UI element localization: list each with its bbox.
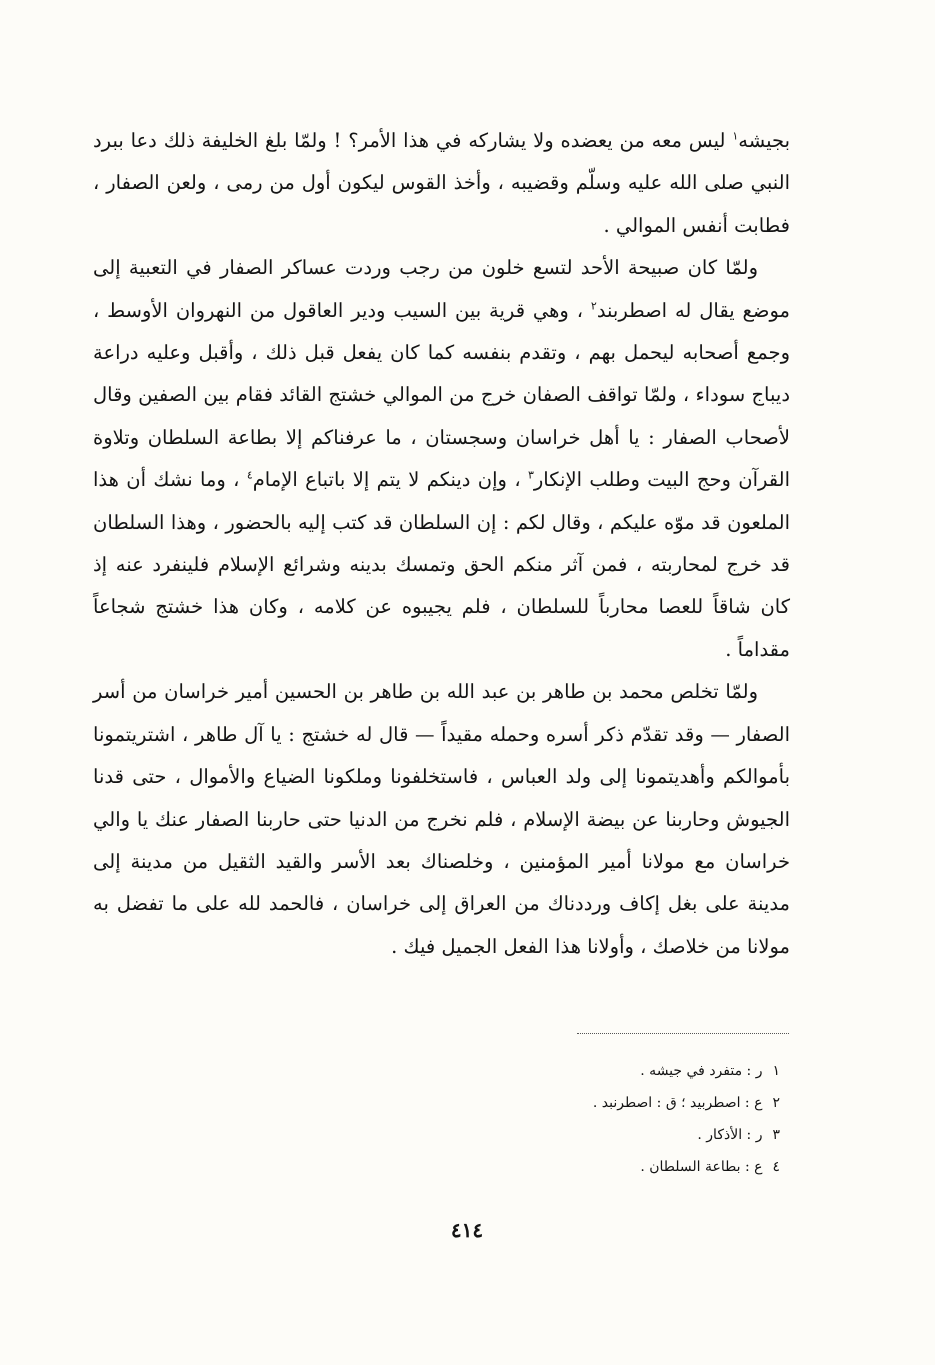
footnote-number: ٤	[772, 1159, 780, 1175]
footnote	[450, 1087, 780, 1119]
footnote-text: ع : اصطربيد ؛ ق : اصطرنبد .	[592, 1095, 763, 1111]
footnote-text: ر : الأذكار .	[697, 1127, 763, 1143]
text-run: ولمّا كان صبيحة الأحد لتسع خلون من رجب وردت عساكر الصفار في التعبية إلى موضع يقال له اصطربند	[93, 256, 790, 322]
footnote-marker: ٤	[246, 468, 253, 482]
footnote-separator	[577, 1033, 789, 1034]
footnote-number: ١	[772, 1063, 780, 1079]
footnote-marker: ١	[732, 129, 739, 143]
text-run: ، وهي قرية بين السيب ودير العاقول من النهروان الأوسط ، وجمع أصحابه ليحمل بهم ، وتقدم بنفسه كما كان يفعل قبل ذلك ، وأقبل وعليه دراعة ديباج سوداء ، ولمّا تواقف الصفان خرج من الموالي خشتج القائد فقام بين الصفين وقال لأصحاب الصفار : يا أهل خراسان وسجستان ، ما عرفناكم إلا بطاعة السلطان وتلاوة القرآن وحج البيت وطلب الإنكار	[93, 298, 790, 492]
text-run: ، وإن دينكم لا يتم إلا باتباع الإمام	[252, 468, 528, 492]
footnote-text: ر : متفرد في جيشه .	[640, 1063, 763, 1079]
footnote-number: ٣	[772, 1127, 780, 1143]
text-run: ، وما نشك أن هذا الملعون قد موّه عليكم ، وقال لكم : إن السلطان قد كتب إليه بالحضور ، وهذا السلطان قد خرج لمحاربته ، فمن آثر منكم الحق وتمسك بدينه وشرائع الإسلام فلينفرد عنه إذ كان شاقاً للعصا محارباً للسلطان ، فلم يجيبوه عن كلامه ، وكان هذا خشتج شجاعاً مقداماً .	[93, 468, 790, 661]
footnote-number: ٢	[772, 1095, 780, 1111]
footnote-marker: ٣	[527, 468, 534, 482]
text-run: ولمّا تخلص محمد بن طاهر بن عبد الله بن طاهر بن الحسين أمير خراسان من أسر الصفار — وقد تقدّم ذكر أسره وحمله مقيداً — قال له خشتج : يا آل طاهر ، اشتريتمونا بأموالكم وأهديتمونا إلى ولد العباس ، فاستخلفونا وملكونا الضياع والأموال ، حتى قدنا الجيوش وحاربنا عن بيضة الإسلام ، فلم نخرج من الدنيا حتى حاربنا الصفار عنك يا والي خراسان مع مولانا أمير المؤمنين ، وخلصناك بعد الأسر والقيد الثقيل من مدينة إلى مدينة على بغل إكاف ورددناك من العراق إلى خراسان ، فالحمد لله على ما تفضل به مولانا من خلاصك ، وأولانا هذا الفعل الجميل فيك .	[93, 680, 790, 958]
footnote-marker: ٢	[590, 299, 597, 313]
footnote	[450, 1119, 780, 1151]
paragraph-2	[93, 247, 790, 671]
text-run: ليس معه من يعضده ولا يشاركه في هذا الأمر؟ ! ولمّا بلغ الخليفة ذلك دعا ببرد النبي صلى الله عليه وسلّم وقضيبه ، وأخذ القوس ليكون أول من رمى ، ولعن الصفار ، فطابت أنفس الموالي .	[93, 129, 790, 237]
page-number: ٤١٤	[450, 1218, 484, 1242]
paragraph-3	[93, 671, 790, 968]
footnote	[450, 1151, 780, 1183]
body-text	[93, 120, 790, 968]
footnote-text: ع : بطاعة السلطان .	[640, 1159, 763, 1175]
paragraph-1	[93, 120, 790, 247]
footnotes-list	[450, 1055, 780, 1183]
footnote	[450, 1055, 780, 1087]
text-run: بجيشه	[738, 129, 790, 152]
